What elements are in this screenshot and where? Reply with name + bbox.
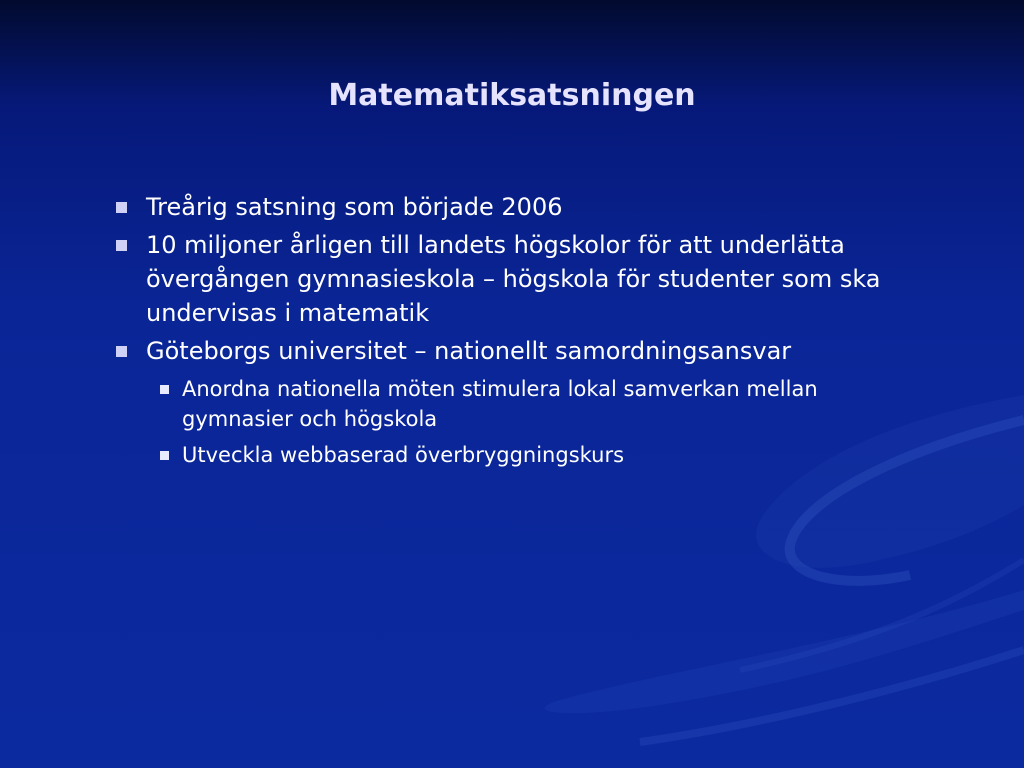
sub-bullet-item <box>160 374 860 434</box>
bullet-text: Göteborgs universitet – nationellt samordningsansvar <box>146 337 792 365</box>
square-bullet-icon <box>116 202 127 213</box>
slide-title: Matematiksatsningen <box>328 78 696 113</box>
bullet-list <box>116 190 936 470</box>
sub-bullet-list-container <box>160 374 860 470</box>
square-bullet-icon <box>116 346 127 357</box>
bullet-text: 10 miljoner årligen till landets högskolor för att underlätta övergången gymnasieskola – högskola för studenter som ska undervisas i matematik <box>146 231 881 327</box>
square-bullet-icon <box>160 451 169 460</box>
bullet-item <box>116 334 936 470</box>
square-bullet-icon <box>160 385 169 394</box>
sub-bullet-text: Anordna nationella möten stimulera lokal samverkan mellan gymnasier och högskola <box>182 377 818 431</box>
bullet-list-container <box>116 190 936 476</box>
bullet-text: Treårig satsning som började 2006 <box>146 193 563 221</box>
square-bullet-icon <box>116 240 127 251</box>
bullet-item <box>116 228 936 330</box>
sub-bullet-list <box>160 374 860 470</box>
bullet-item <box>116 190 936 224</box>
sub-bullet-item <box>160 440 860 470</box>
sub-bullet-text: Utveckla webbaserad överbryggningskurs <box>182 443 625 467</box>
